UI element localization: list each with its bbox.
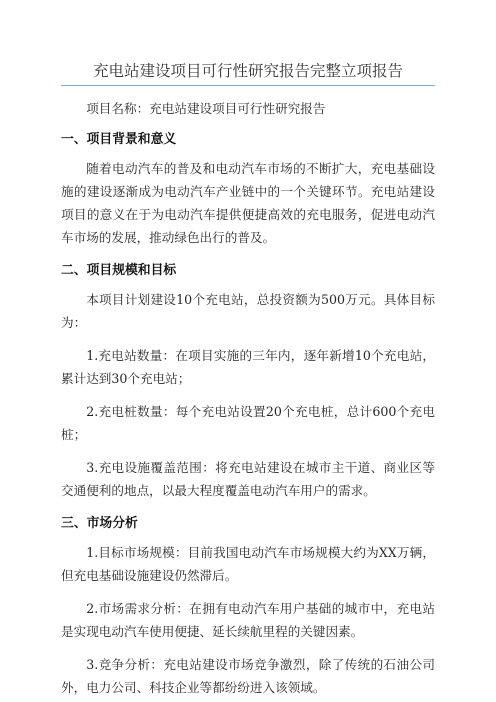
section-heading-market-analysis: 三、市场分析 <box>61 516 138 531</box>
section-heading-background: 一、项目背景和意义 <box>61 132 177 147</box>
section-heading-scale-goals: 二、项目规模和目标 <box>61 263 177 278</box>
section-background-paragraph-1: 随着电动汽车的普及和电动汽车市场的不断扩大，充电基础设施的建设逐渐成为电动汽车产业链中的一个关键环节。充电站建设项目的意义在于为电动汽车提供便捷高效的充电服务，促进电动汽车市场的发展，推动绿色出行的普及。 <box>61 161 435 245</box>
section-market-paragraph-3: 3.竞争分析：充电站建设市场竞争激烈，除了传统的石油公司外，电力公司、科技企业等都纷纷进入该领域。 <box>61 657 435 695</box>
section-market-paragraph-2: 2.市场需求分析：在拥有电动汽车用户基础的城市中，充电站是实现电动汽车使用便捷、延长续航里程的关键因素。 <box>61 601 435 639</box>
section-market-paragraph-1: 1.目标市场规模：目前我国电动汽车市场规模大约为XX万辆，但充电基础设施建设仍然滞后。 <box>61 545 435 583</box>
section-scale-paragraph-3: 2.充电桩数量：每个充电站设置20个充电桩，总计600个充电桩； <box>61 404 435 442</box>
project-name: 项目名称：充电站建设项目可行性研究报告 <box>86 101 326 116</box>
document-title: 充电站建设项目可行性研究报告完整立项报告 <box>61 60 435 86</box>
section-scale-paragraph-4: 3.充电设施覆盖范围：将充电站建设在城市主干道、商业区等交通便利的地点，以最大程度覆盖电动汽车用户的需求。 <box>61 460 435 498</box>
section-scale-paragraph-2: 1.充电站数量：在项目实施的三年内，逐年新增10个充电站，累计达到30个充电站； <box>61 348 435 386</box>
section-scale-paragraph-1: 本项目计划建设10个充电站，总投资额为500万元。具体目标为： <box>61 292 435 330</box>
